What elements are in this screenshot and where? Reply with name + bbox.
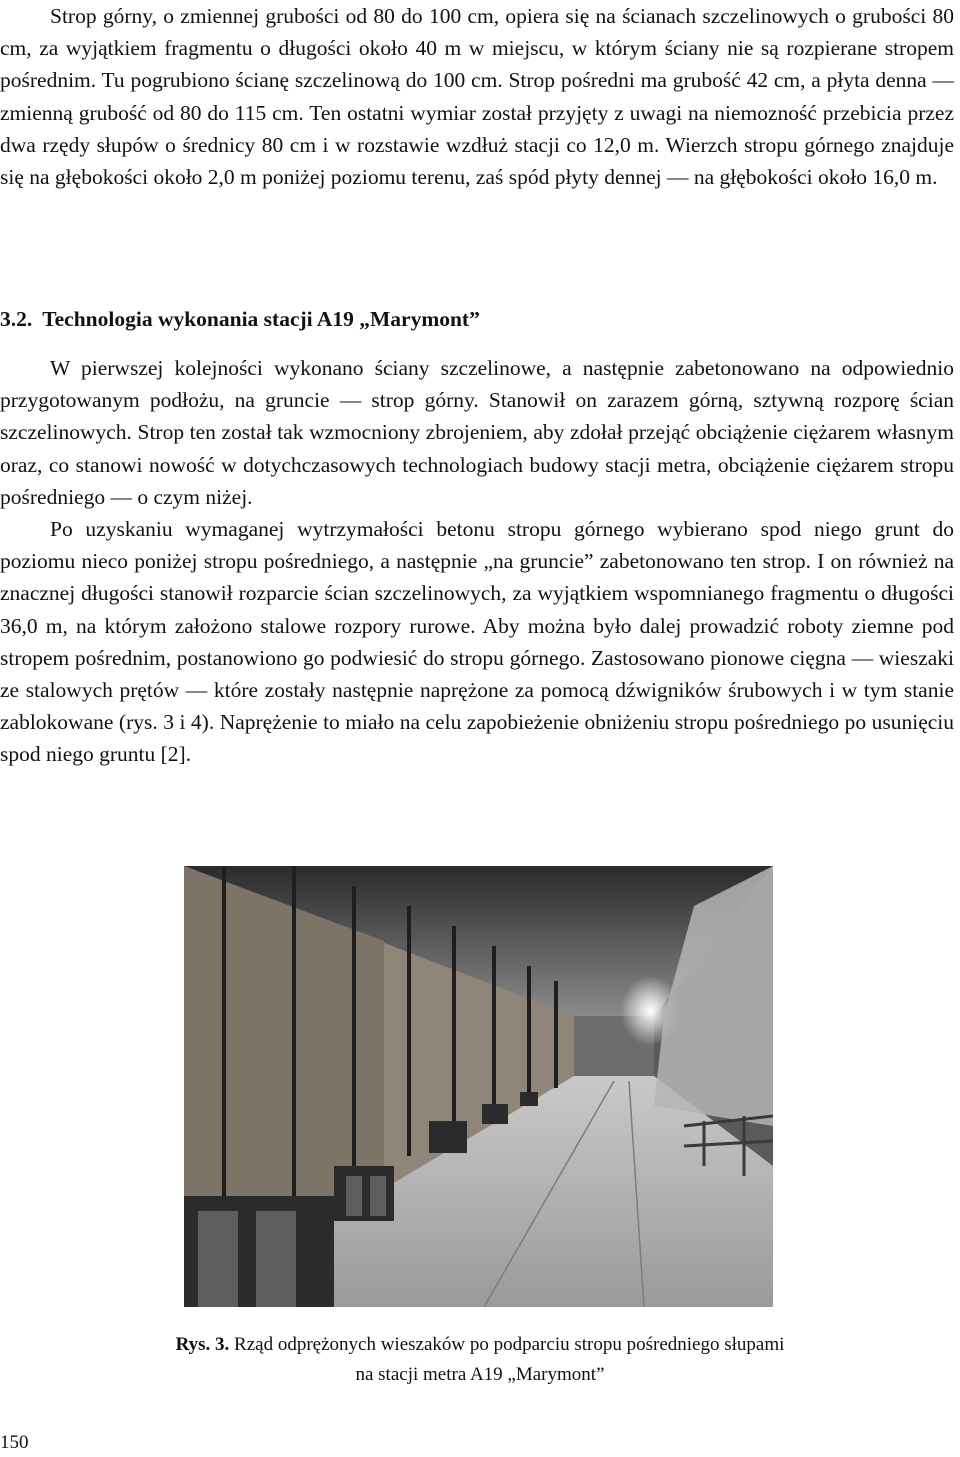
figure-photo (184, 866, 773, 1307)
figure-label: Rys. 3. (175, 1334, 230, 1355)
caption-text: Rząd odprężonych wieszaków po podparciu stropu pośredniego słupami (234, 1334, 785, 1355)
paragraph-text: W pierwszej kolejności wykonano ściany szczelinowe, a następnie zabetonowano na odpowiednio przygotowanym podłożu, na gruncie — strop górny. Stanowił on zarazem górną, sztywną rozporę ścian szczelinowych. Strop ten został tak wzmocniony zbrojeniem, aby zdołał przejąć obciążenie ciężarem własnym oraz, co stanowi nowość w dotychczasowych technologiach budowy stacji metra, obciążenie ciężarem stropu pośredniego — o czym niżej. (0, 356, 954, 509)
caption-line: na stacji metra A19 „Marymont” (355, 1364, 605, 1385)
section-number: 3.2. (0, 307, 33, 331)
tunnel-photo-illustration (184, 866, 773, 1307)
section-title: Technologia wykonania stacji A19 „Marymont” (42, 307, 480, 331)
paragraph-intro (0, 0, 954, 193)
caption-line (80, 1330, 880, 1360)
page-number: 150 (0, 1432, 29, 1453)
paragraph-text: Po uzyskaniu wymaganej wytrzymałości betonu stropu górnego wybierano spod niego grunt do poziomu nieco poniżej stropu pośredniego, a następnie „na gruncie” zabetonowano ten strop. I on również na znacznej długości stanowił rozparcie ścian szczelinowych, za wyjątkiem wspomnianego fragmentu o długości 36,0 m, na którym założono stalowe rozpory rurowe. Aby można było dalej prowadzić roboty ziemne pod stropem pośrednim, postanowiono go podwiesić do stropu górnego. Zastosowano pionowe cięgna — wieszaki ze stalowych prętów — które zostały następnie naprężone za pomocą dźwigników śrubowych i w tym stanie zablokowane (rys. 3 i 4). Naprężenie to miało na celu zapobieżenie obniżeniu stropu pośredniego po usunięciu spod niego gruntu [2]. (0, 517, 954, 767)
figure-caption (80, 1330, 880, 1390)
paragraph-text: Strop górny, o zmiennej grubości od 80 do 100 cm, opiera się na ścianach szczelinowych o grubości 80 cm, za wyjątkiem fragmentu o długości około 40 m w miejscu, w którym ściany nie są rozpierane stropem pośrednim. Tu pogrubiono ścianę szczelinową do 100 cm. Strop pośredni ma grubość 42 cm, a płyta denna — zmienną grubość od 80 do 115 cm. Ten ostatni wymiar został przyjęty z uwagi na niemozność przebicia przez dwa rzędy słupów o średnicy 80 cm i w rozstawie wzdłuż stacji co 12,0 m. Wierzch stropu górnego znajduje się na głębokości około 2,0 m poniżej poziomu terenu, zaś spód płyty dennej — na głębokości około 16,0 m. (0, 4, 954, 190)
section-body (0, 352, 954, 771)
section-heading (0, 303, 480, 335)
